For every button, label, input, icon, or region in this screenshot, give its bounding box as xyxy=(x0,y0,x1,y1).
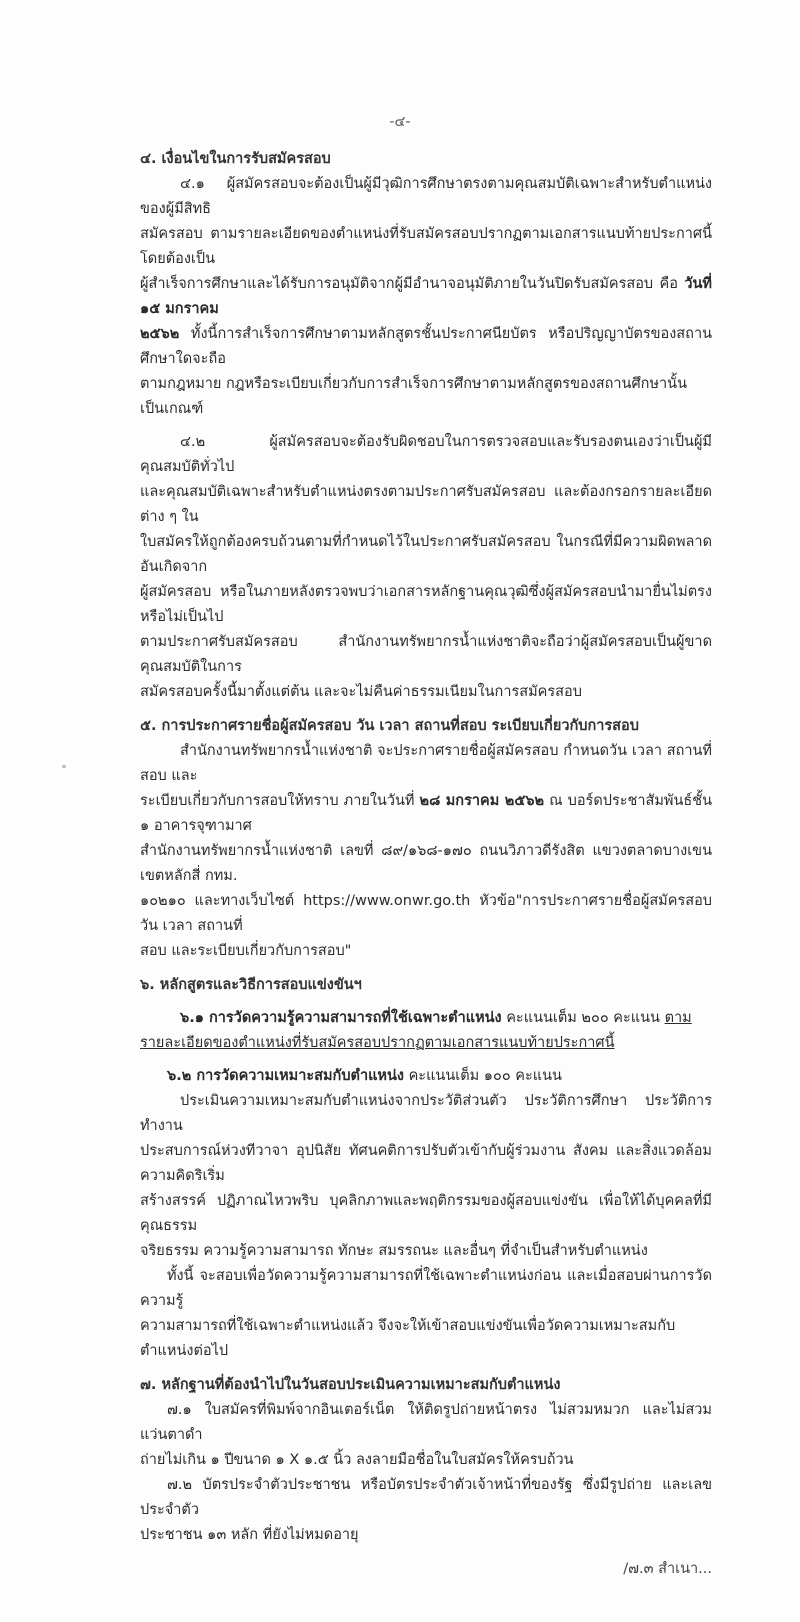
para-6-2-line: ประสบการณ์ห่วงทีวาจา อุปนิสัย ทัศนคติการปรับตัวเข้ากับผู้ร่วมงาน สังคม และสิ่งแวดล้อม ความคิดริเริ่ม xyxy=(140,1143,712,1184)
continuation-note: /๗.๓ สำเนา... xyxy=(623,1561,712,1577)
reference-link-text: ตาม xyxy=(664,1010,692,1026)
para-5-line: ๑๐๒๑๐ และทางเว็บไซต์ https://www.onwr.go.th หัวข้อ"การประกาศรายชื่อผู้สมัครสอบ วัน เวลา สถานที่ xyxy=(140,893,712,934)
para-4-1-line: ตามกฎหมาย กฎหรือระเบียบเกี่ยวกับการสำเร็จการศึกษาตามหลักสูตรของสถานศึกษานั้น เป็นเกณฑ์ xyxy=(140,376,687,417)
para-4-2-line: ผู้สมัครสอบ หรือในภายหลังตรวจพบว่าเอกสารหลักฐานคุณวุฒิซึ่งผู้สมัครสอบนำมายื่นไม่ตรงหรือไม่เป็นไป xyxy=(140,584,712,625)
para-4-1-line xyxy=(140,272,712,322)
para-4-1-line: ๔.๑ ผู้สมัครสอบจะต้องเป็นผู้มีวุฒิการศึกษาตรงตามคุณสมบัติเฉพาะสำหรับตำแหน่งของผู้มีสิทธิ xyxy=(140,176,712,217)
para-4-2-line: และคุณสมบัติเฉพาะสำหรับตำแหน่งตรงตามประกาศรับสมัครสอบ และต้องกรอกรายละเอียดต่าง ๆ ใน xyxy=(140,484,712,525)
score: คะแนนเต็ม ๒๐๐ คะแนน xyxy=(506,1010,660,1026)
para-4-2-line: ๔.๒ ผู้สมัครสอบจะต้องรับผิดชอบในการตรวจสอบและรับรองตนเองว่าเป็นผู้มีคุณสมบัติทั่วไป xyxy=(140,434,712,475)
section-4-heading: ๔. เงื่อนไขในการรับสมัครสอบ xyxy=(140,151,331,167)
scan-speck xyxy=(62,765,66,768)
text: ระเบียบเกี่ยวกับการสอบให้ทราบ ภายในวันที่ xyxy=(140,793,415,809)
para-7-line: ๗.๒ บัตรประจำตัวประชาชน หรือบัตรประจำตัวเจ้าหน้าที่ของรัฐ ซึ่งมีรูปถ่าย และเลขประจำตัว xyxy=(140,1477,712,1518)
deadline-date: วันที่ ๑๕ มกราคม xyxy=(140,276,712,317)
para-6-2-line: ความสามารถที่ใช้เฉพาะตำแหน่งแล้ว จึงจะให้เข้าสอบแข่งขันเพื่อวัดความเหมาะสมกับตำแหน่งต่อไป xyxy=(140,1318,676,1359)
section-6-1-line xyxy=(140,1006,712,1031)
para-7-line: ๗.๑ ใบสมัครที่พิมพ์จากอินเตอร์เน็ต ให้ติดรูปถ่ายหน้าตรง ไม่สวมหมวก และไม่สวมแว่นตาดำ xyxy=(140,1402,712,1443)
para-6-2-line: จริยธรรม ความรู้ความสามารถ ทักษะ สมรรถนะ และอื่นๆ ที่จำเป็นสำหรับตำแหน่ง xyxy=(140,1243,648,1259)
page-number: -๔- xyxy=(389,114,411,130)
section-6-1-title: ๖.๑ การวัดความรู้ความสามารถที่ใช้เฉพาะตำแหน่ง xyxy=(180,1010,502,1026)
text: ผู้สำเร็จการศึกษาและได้รับการอนุมัติจากผู้มีอำนาจอนุมัติภายในวันปิดรับสมัครสอบ คือ xyxy=(140,276,678,292)
text: ทั้งนี้การสำเร็จการศึกษาตามหลักสูตรชั้นประกาศนียบัตร หรือปริญญาบัตรของสถานศึกษาใดจะถือ xyxy=(140,326,712,367)
para-4-2-line: ตามประกาศรับสมัครสอบ สำนักงานทรัพยากรน้ำแห่งชาติจะถือว่าผู้สมัครสอบเป็นผู้ขาดคุณสมบัติในการ xyxy=(140,634,712,675)
text: ณ บอร์ดประชาสัมพันธ์ชั้น ๑ อาคารจุฑามาศ xyxy=(140,793,712,834)
score: คะแนนเต็ม ๑๐๐ คะแนน xyxy=(408,1068,562,1084)
reference-link-text: รายละเอียดของตำแหน่งที่รับสมัครสอบปรากฏตามเอกสารแนบท้ายประกาศนี้ xyxy=(140,1035,615,1051)
para-6-2-line: สร้างสรรค์ ปฏิภาณไหวพริบ บุคลิกภาพและพฤติกรรมของผู้สอบแข่งขัน เพื่อให้ได้บุคคลที่มีคุณธรรม xyxy=(140,1193,712,1234)
para-7-line: ประชาชน ๑๓ หลัก ที่ยังไม่หมดอายุ xyxy=(140,1527,359,1543)
para-4-2-line: สมัครสอบครั้งนี้มาตั้งแต่ต้น และจะไม่คืนค่าธรรมเนียมในการสมัครสอบ xyxy=(140,684,582,700)
section-7-heading: ๗. หลักฐานที่ต้องนำไปในวันสอบประเมินความเหมาะสมกับตำแหน่ง xyxy=(140,1377,561,1393)
para-4-1-line: สมัครสอบ ตามรายละเอียดของตำแหน่งที่รับสมัครสอบปรากฏตามเอกสารแนบท้ายประกาศนี้ โดยต้องเป็น xyxy=(140,226,712,267)
announce-date: ๒๘ มกราคม ๒๕๖๒ xyxy=(419,793,545,809)
para-4-2-line: ใบสมัครให้ถูกต้องครบถ้วนตามที่กำหนดไว้ในประกาศรับสมัครสอบ ในกรณีที่มีความผิดพลาดอันเกิดจาก xyxy=(140,534,712,575)
section-6-2-line xyxy=(140,1064,712,1089)
section-5-heading: ๕. การประกาศรายชื่อผู้สมัครสอบ วัน เวลา สถานที่สอบ ระเบียบเกี่ยวกับการสอบ xyxy=(140,718,639,734)
para-6-2-line: ทั้งนี้ จะสอบเพื่อวัดความรู้ความสามารถที่ใช้เฉพาะตำแหน่งก่อน และเมื่อสอบผ่านการวัดความรู้ xyxy=(140,1268,712,1309)
para-5-line: สำนักงานทรัพยากรน้ำแห่งชาติ เลขที่ ๘๙/๑๖๘-๑๗๐ ถนนวิภาวดีรังสิต แขวงตลาดบางเขน เขตหลักสี่ กทม. xyxy=(140,843,712,884)
para-5-line: สำนักงานทรัพยากรน้ำแห่งชาติ จะประกาศรายชื่อผู้สมัครสอบ กำหนดวัน เวลา สถานที่สอบ และ xyxy=(140,743,712,784)
para-6-2-line: ประเมินความเหมาะสมกับตำแหน่งจากประวัติส่วนตัว ประวัติการศึกษา ประวัติการทำงาน xyxy=(140,1093,712,1134)
para-7-line: ถ่ายไม่เกิน ๑ ปีขนาด ๑ X ๑.๕ นิ้ว ลงลายมือชื่อในใบสมัครให้ครบถ้วน xyxy=(140,1452,574,1468)
para-5-line: สอบ และระเบียบเกี่ยวกับการสอบ" xyxy=(140,943,352,959)
deadline-year: ๒๕๖๒ xyxy=(140,326,180,342)
section-6-2-title: ๖.๒ การวัดความเหมาะสมกับตำแหน่ง xyxy=(167,1068,404,1084)
para-4-1-line xyxy=(140,322,712,372)
para-5-line xyxy=(140,789,712,839)
section-6-heading: ๖. หลักสูตรและวิธีการสอบแข่งขันฯ xyxy=(140,977,362,993)
